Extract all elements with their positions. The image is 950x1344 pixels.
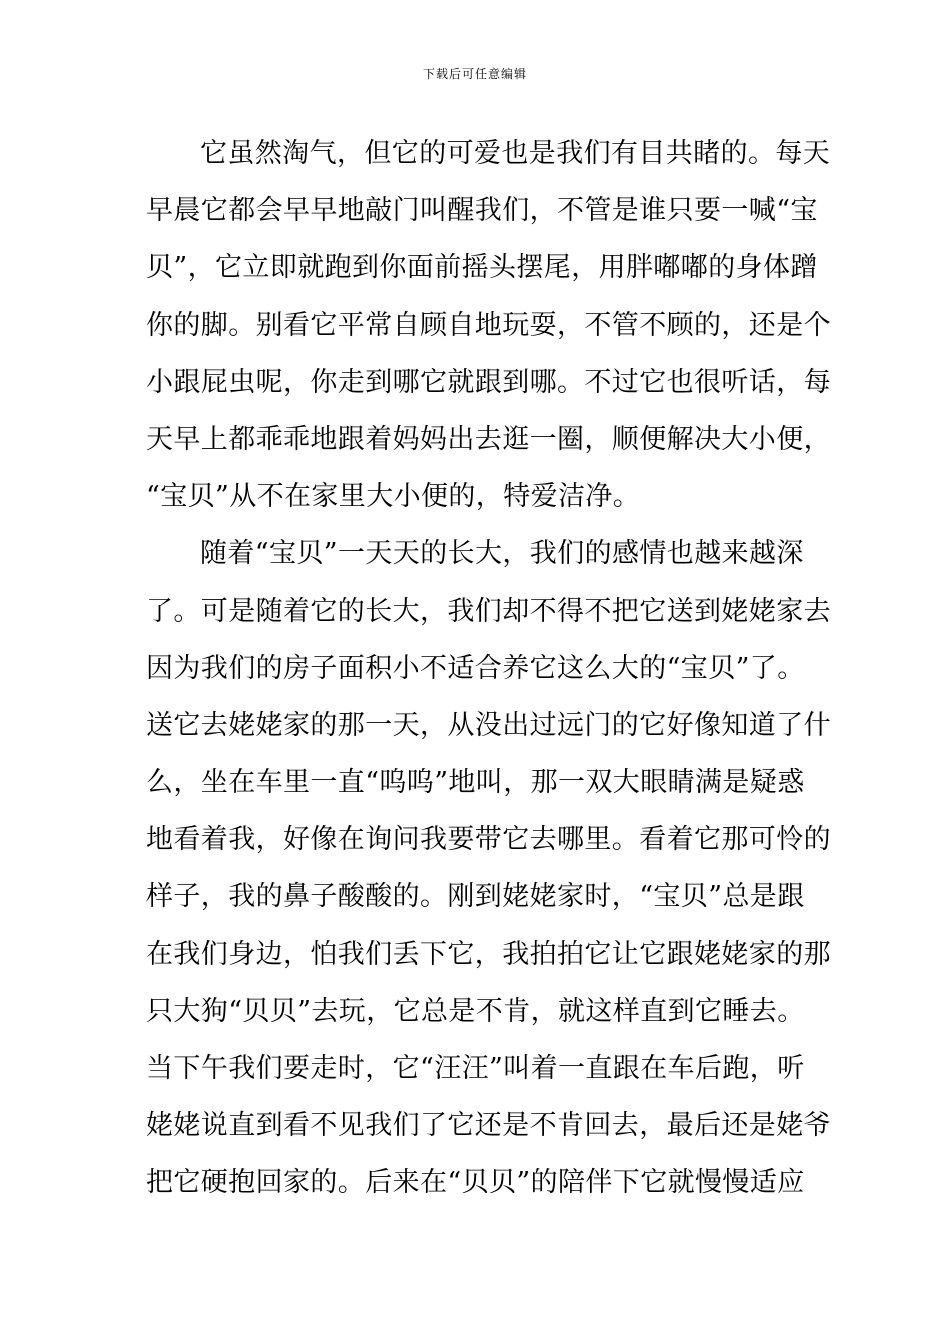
paragraph-2-line-1: 随着“宝贝”一天天的长大，我们的感情也越来越深	[200, 538, 804, 570]
paragraph-2-line-12: 把它硬抱回家的。后来在“贝贝”的陪伴下它就慢慢适应	[146, 1167, 805, 1199]
page-header: 下载后可任意编辑	[422, 67, 527, 81]
paragraph-1-line-6: 天早上都乖乖地跟着妈妈出去逛一圈，顺便解决大小便，	[146, 423, 831, 455]
paragraph-2-line-8: 在我们身边，怕我们丢下它，我拍拍它让它跟姥姥家的那	[146, 938, 831, 970]
paragraph-2-line-10: 当下午我们要走时，它“汪汪”叫着一直跟在车后跑，听	[146, 1053, 805, 1084]
paragraph-2-line-6: 地看着我，好像在询问我要带它去哪里。看着它那可怜的	[146, 824, 831, 856]
paragraph-1-line-7: “宝贝”从不在家里大小便的，特爱洁净。	[146, 481, 641, 513]
paragraph-1-line-4: 你的脚。别看它平常自顾自地玩耍，不管不顾的，还是个	[146, 309, 831, 341]
paragraph-2-line-9: 只大狗“贝贝”去玩，它总是不肯，就这样直到它睡去。	[146, 995, 805, 1027]
document-body	[146, 130, 831, 1217]
paragraph-2-line-3: 因为我们的房子面积小不适合养它这么大的“宝贝”了。	[146, 652, 805, 684]
paragraph-1-line-2: 早晨它都会早早地敲门叫醒我们，不管是谁只要一喊“宝	[146, 195, 818, 227]
paragraph-2-line-7: 样子，我的鼻子酸酸的。刚到姥姥家时，“宝贝”总是跟	[146, 881, 805, 913]
paragraph-1-line-3: 贝”，它立即就跑到你面前摇头摆尾，用胖嘟嘟的身体蹭	[146, 252, 818, 284]
paragraph-2-line-5: 么，坐在车里一直“呜呜”地叫，那一双大眼睛满是疑惑	[146, 767, 805, 799]
paragraph-2-line-4: 送它去姥姥家的那一天，从没出过远门的它好像知道了什	[146, 709, 831, 741]
paragraph-1-line-5: 小跟屁虫呢，你走到哪它就跟到哪。不过它也很听话，每	[146, 366, 831, 398]
paragraph-1-line-1: 它虽然淘气，但它的可爱也是我们有目共睹的。每天	[200, 138, 831, 169]
paragraph-2-line-11: 姥姥说直到看不见我们了它还是不肯回去，最后还是姥爷	[146, 1110, 831, 1142]
paragraph-2-line-2: 了。可是随着它的长大，我们却不得不把它送到姥姥家去	[146, 595, 831, 627]
